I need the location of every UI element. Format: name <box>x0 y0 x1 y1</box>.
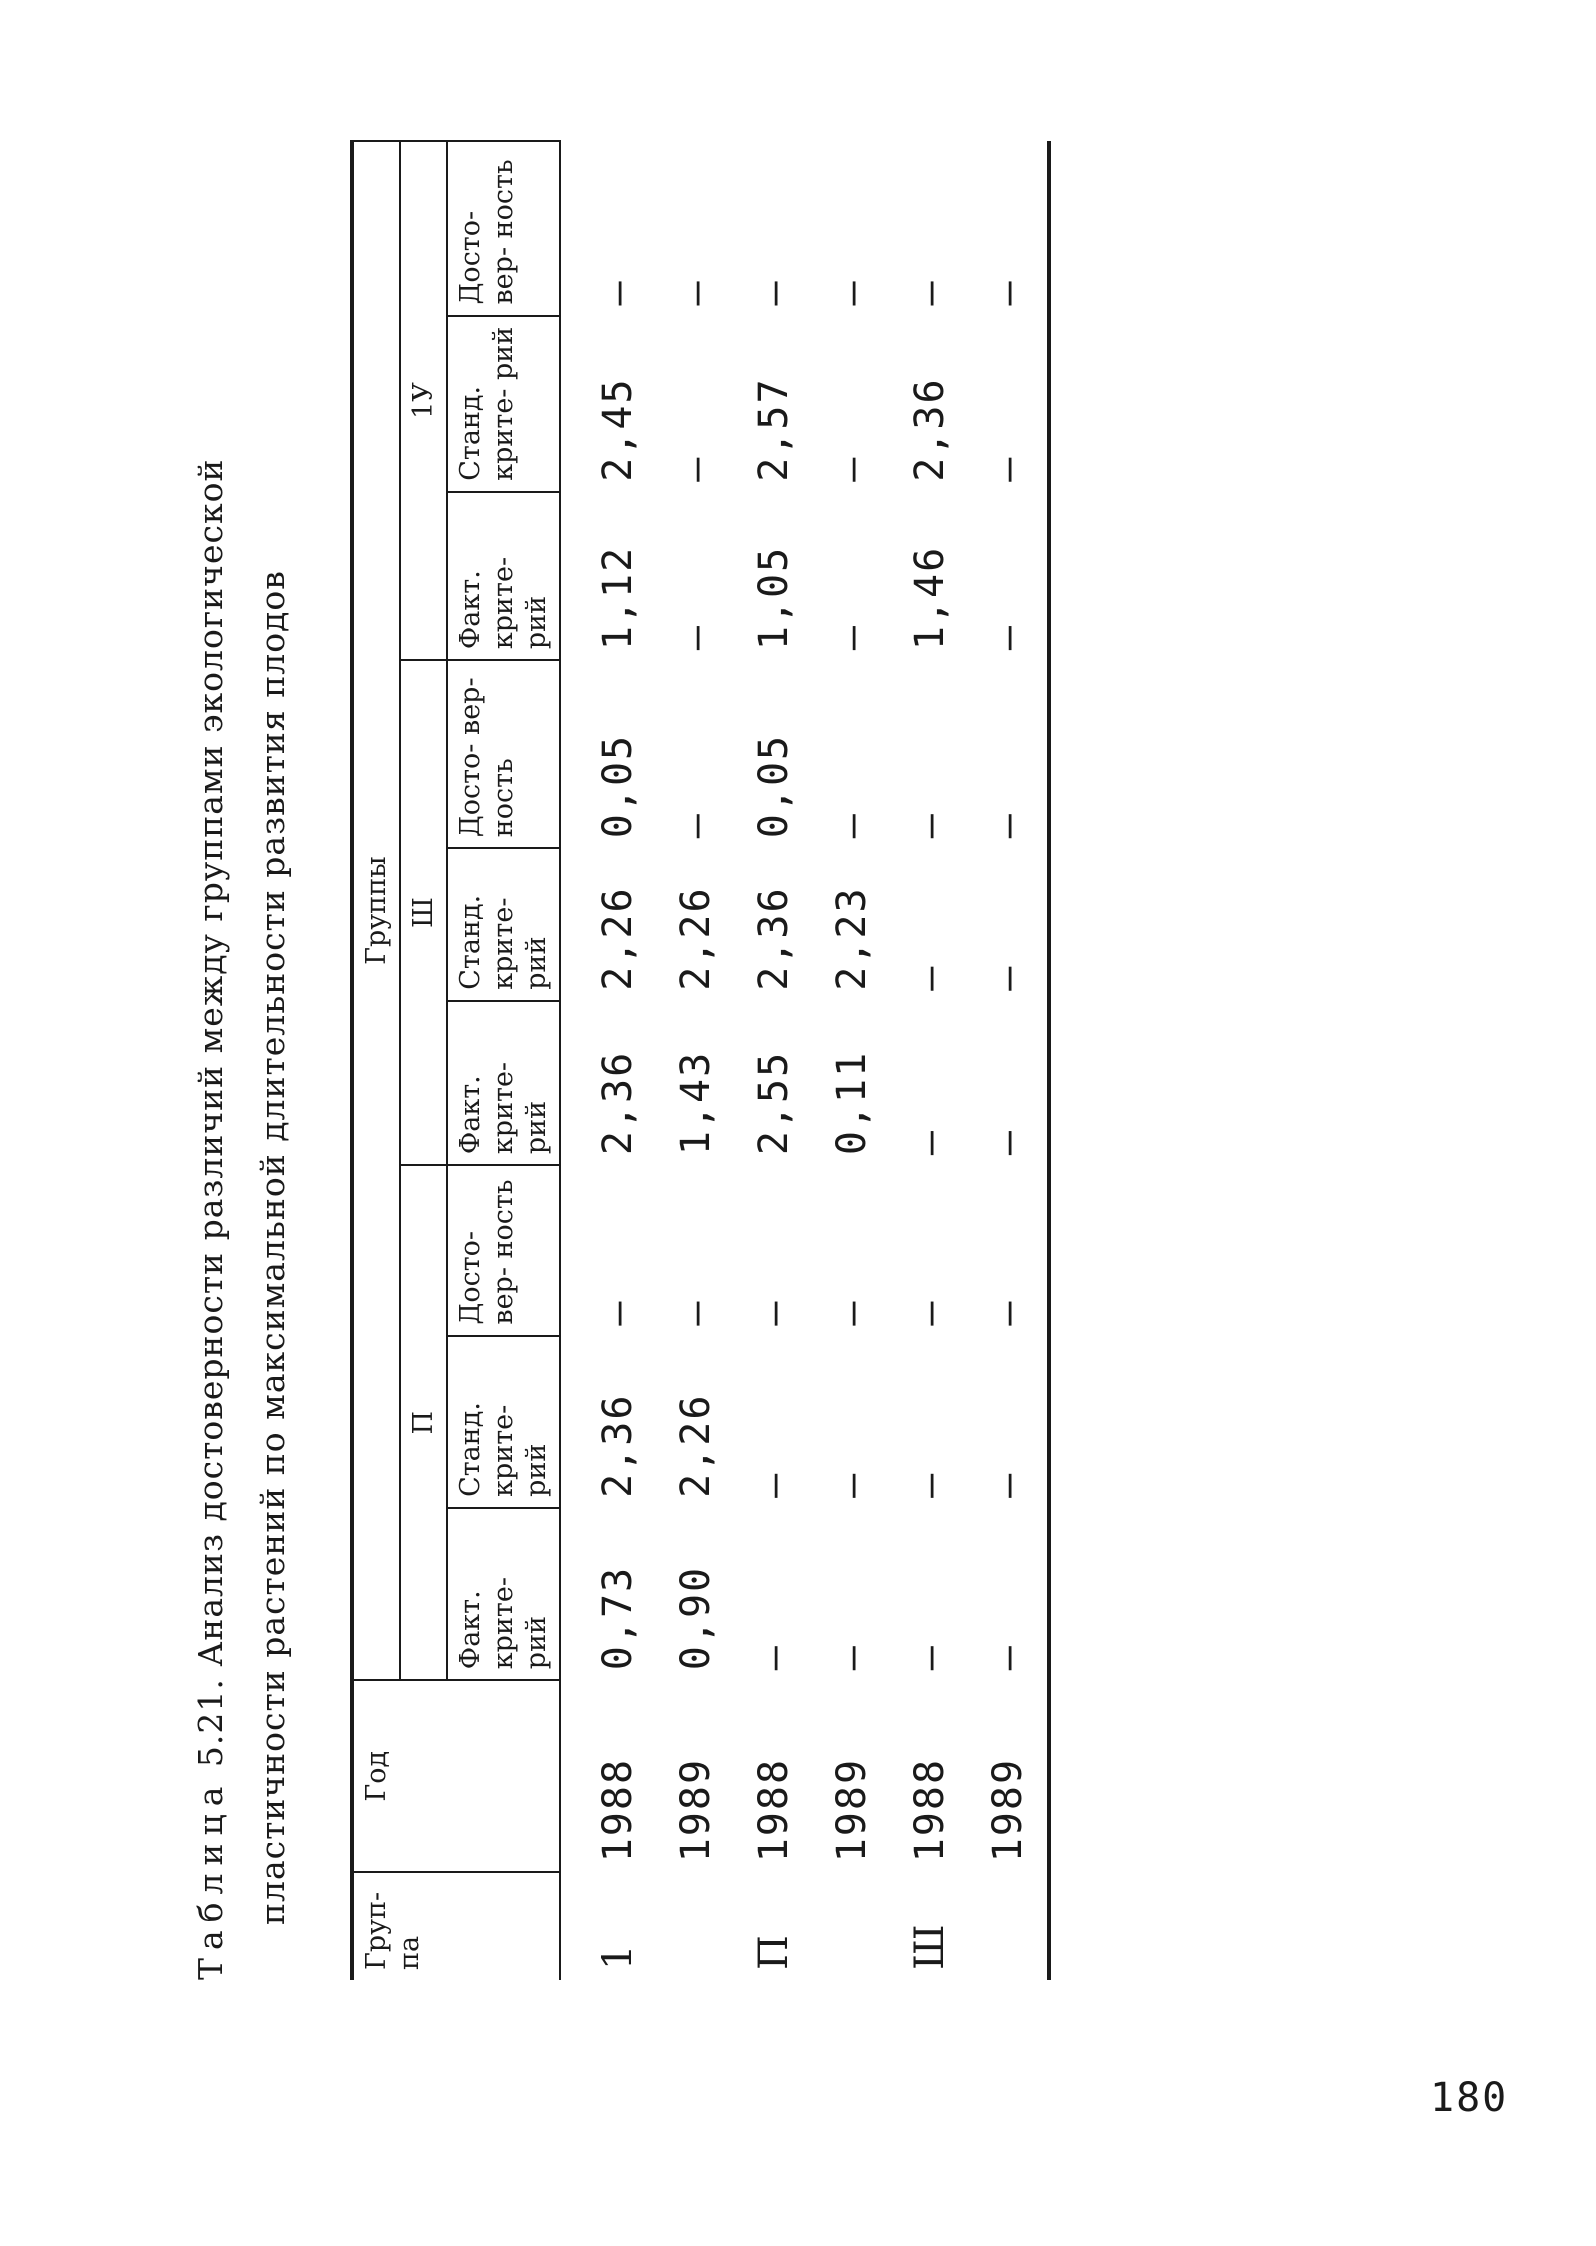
table-cell: – <box>985 455 1031 482</box>
table-cell: 2,23 <box>829 886 875 991</box>
table-cell: 2,36 <box>907 377 953 482</box>
header-metric-reliability: Досто- вер- ность <box>447 141 560 316</box>
table-body <box>560 141 1049 1980</box>
table-cell: – <box>829 624 875 651</box>
header-metric-fact: Факт. крите- рий <box>447 1508 560 1680</box>
header-metric-stand: Станд. крите- рий <box>447 316 560 492</box>
table-cell: 2,36 <box>595 1050 641 1156</box>
header-subgroup-p: П <box>400 1165 447 1680</box>
table-cell: 0,05 <box>595 733 641 839</box>
table-cell: 0,73 <box>595 1565 641 1671</box>
caption-line-2: пластичности растений по максимальной длительности развития плодов <box>253 570 292 1925</box>
header-metric-fact: Факт. крите- рий <box>447 492 560 660</box>
table-cell: – <box>751 1299 797 1326</box>
table-cell: – <box>985 1129 1031 1156</box>
row-group <box>969 1872 1049 1980</box>
rotated-page-content <box>110 140 1596 2140</box>
table-cell: – <box>829 1644 875 1671</box>
table-cell: 0,05 <box>751 733 797 839</box>
table-cell: – <box>595 279 641 306</box>
table-cell: – <box>829 455 875 482</box>
page-number: 180 <box>1430 2075 1509 2121</box>
table-cell: 1,12 <box>595 545 641 651</box>
table-cell: 1,05 <box>751 545 797 651</box>
table-cell: 2,55 <box>751 1050 797 1156</box>
table-cell: – <box>907 279 953 306</box>
table-cell: – <box>673 1299 719 1326</box>
row-group: 1 <box>595 1942 641 1970</box>
table-cell: 2,26 <box>595 886 641 991</box>
caption-number: 5.21. <box>191 1678 230 1768</box>
table-cell: – <box>829 812 875 839</box>
row-year: 1988 <box>751 1757 797 1863</box>
table-cell: 2,26 <box>673 1393 719 1498</box>
table-cell: – <box>907 1129 953 1156</box>
table-cell: – <box>907 812 953 839</box>
row-year: 1989 <box>673 1757 719 1863</box>
caption-line-1: Анализ достоверности различий между группами экологической <box>191 458 230 1667</box>
table-cell: 1,46 <box>907 545 953 651</box>
table-row <box>657 141 735 1980</box>
row-year: 1989 <box>829 1757 875 1863</box>
table-cell: – <box>985 1471 1031 1498</box>
header-metric-stand: Станд. крите- рий <box>447 848 560 1001</box>
header-year: Год <box>352 1680 560 1872</box>
table-row <box>891 141 969 1980</box>
table-cell: – <box>985 279 1031 306</box>
table-cell: – <box>595 1299 641 1326</box>
table-cell: – <box>985 624 1031 651</box>
table-cell: 1,43 <box>673 1050 719 1156</box>
table-row <box>735 141 813 1980</box>
table-cell: 2,36 <box>595 1393 641 1498</box>
header-metric-reliability: Досто- вер- ность <box>447 1165 560 1335</box>
table-row <box>813 141 891 1980</box>
table-cell: – <box>829 1471 875 1498</box>
table-cell: – <box>985 1644 1031 1671</box>
row-year: 1989 <box>985 1757 1031 1863</box>
row-group: П <box>751 1933 797 1970</box>
table-cell: – <box>985 964 1031 991</box>
table-row <box>969 141 1049 1980</box>
table-cell: – <box>907 1299 953 1326</box>
table-cell: – <box>985 812 1031 839</box>
table-cell: – <box>673 624 719 651</box>
table-cell: – <box>829 1299 875 1326</box>
table-cell: – <box>907 1471 953 1498</box>
header-metric-stand: Станд. крите- рий <box>447 1336 560 1508</box>
table-cell: 2,57 <box>751 377 797 482</box>
table-cell: – <box>751 1644 797 1671</box>
row-year: 1988 <box>595 1757 641 1863</box>
table-cell: – <box>907 964 953 991</box>
table-cell: 0,90 <box>673 1565 719 1671</box>
data-table <box>350 140 1051 1980</box>
row-group: Ш <box>907 1922 953 1970</box>
table-cell: – <box>673 455 719 482</box>
caption-label: Таблица <box>191 1778 230 1980</box>
header-group: Груп- па <box>352 1872 560 1980</box>
header-subgroup-sh: Ш <box>400 660 447 1165</box>
table-cell: – <box>985 1299 1031 1326</box>
table-cell: – <box>751 279 797 306</box>
header-subgroup-iv: 1У <box>400 141 447 660</box>
row-group <box>813 1872 891 1980</box>
row-group <box>657 1872 735 1980</box>
table-cell: 2,26 <box>673 886 719 991</box>
header-groups-super: Группы <box>352 141 400 1680</box>
table-row <box>560 141 657 1980</box>
header-metric-fact: Факт. крите- рий <box>447 1001 560 1165</box>
table-cell: 0,11 <box>829 1050 875 1156</box>
table-cell: 2,36 <box>751 886 797 991</box>
table-cell: – <box>673 279 719 306</box>
table-cell: – <box>829 279 875 306</box>
table-cell: – <box>907 1644 953 1671</box>
table-caption <box>180 230 304 1980</box>
header-metric-reliability: Досто- вер- ность <box>447 660 560 848</box>
table-cell: – <box>673 812 719 839</box>
table-cell: 2,45 <box>595 377 641 482</box>
table-cell: – <box>751 1471 797 1498</box>
row-year: 1988 <box>907 1757 953 1863</box>
